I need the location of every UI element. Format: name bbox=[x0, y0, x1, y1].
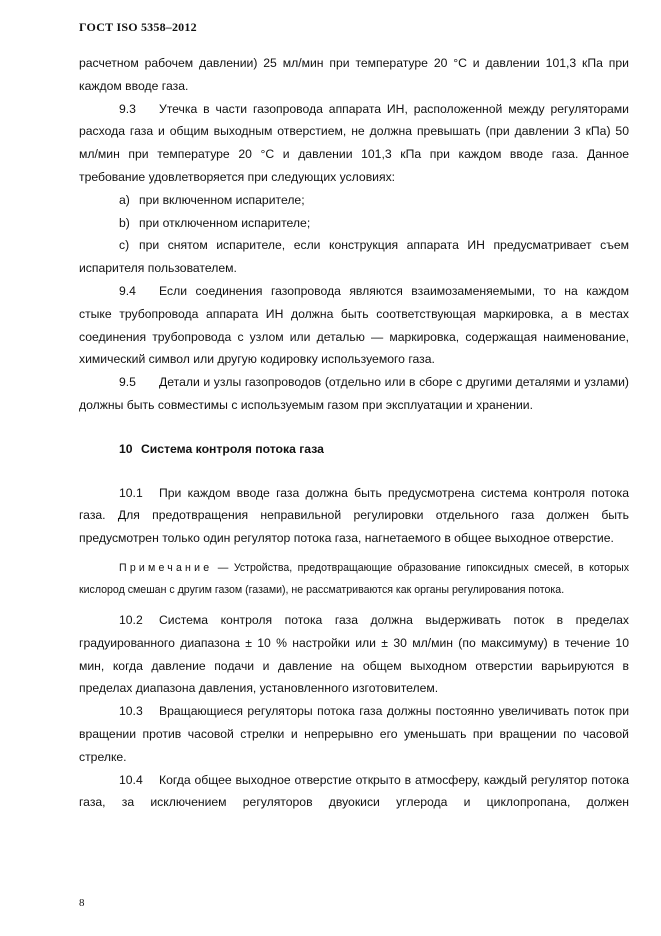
list-item bbox=[79, 212, 629, 235]
continued-paragraph: расчетном рабочем давлении) 25 мл/мин при температуре 20 °С и давлении 101,3 кПа при каждом вводе газа. bbox=[79, 56, 629, 93]
clause-text: Вращающиеся регуляторы потока газа должны постоянно увеличивать поток при вращении против часовой стрелки и непрерывно его уменьшать при вращении по часовой стрелке. bbox=[79, 704, 629, 764]
list-item bbox=[79, 234, 629, 280]
list-marker: c) bbox=[119, 238, 130, 253]
clause-9-4 bbox=[79, 280, 629, 371]
list-text: при включенном испарителе; bbox=[139, 192, 305, 207]
clause-9-5 bbox=[79, 371, 629, 417]
list-marker: b) bbox=[119, 215, 130, 230]
section-number: 10 bbox=[119, 441, 133, 456]
clause-10-1 bbox=[79, 482, 629, 550]
list-text: при снятом испарителе, если конструкция аппарата ИН предусматривает съем испарителя пользователем. bbox=[79, 238, 629, 276]
clause-10-2 bbox=[79, 609, 629, 700]
note-text: — Устройства, предотвращающие образование гипоксидных смесей, в которых кислород смешан с другим газом (газами), не рассматриваются как органы регулирования потока. bbox=[79, 561, 629, 596]
clause-number: 9.5 bbox=[119, 375, 136, 390]
clause-number: 9.4 bbox=[119, 283, 136, 298]
section-heading bbox=[79, 438, 629, 461]
list-item bbox=[79, 189, 629, 212]
clause-text: Система контроля потока газа должна выдерживать поток в пределах градуированного диапазона ± 10 % настройки или ± 30 мл/мин (по максимуму) в течение 10 мин, когда давление подачи и давление на общем выходном отверстии варьируются в пределах диапазона давления, установленного изготовителем. bbox=[79, 612, 629, 696]
clause-text: Если соединения газопровода являются взаимозаменяемыми, то на каждом стыке трубопровода аппарата ИН должна быть соответствующая маркировка, а в местах соединения трубопровода с узлом или деталью — маркировка, содержащая наименование, химический символ или другую кодировку используемого газа. bbox=[79, 283, 629, 367]
note-label: Примечание bbox=[119, 561, 213, 574]
clause-number: 10.4 bbox=[119, 772, 143, 787]
clause-text: Детали и узлы газопроводов (отдельно или в сборе с другими деталями и узлами) должны быть совместимы с используемым газом при эксплуатации и хранении. bbox=[79, 375, 629, 412]
clause-9-3 bbox=[79, 98, 629, 189]
list-marker: a) bbox=[119, 192, 130, 207]
clause-text: Утечка в части газопровода аппарата ИН, расположенной между регуляторами расхода газа и общим выходным отверстием, не должна превышать (при давлении 3 кПа) 50 мл/мин при температуре 20 °С и давлении 101,3 кПа при каждом вводе газа. Данное требование удовлетворяется при следующих условиях: bbox=[79, 101, 629, 184]
list-text: при отключенном испарителе; bbox=[139, 215, 311, 230]
clause-number: 10.1 bbox=[119, 485, 143, 500]
page-number: 8 bbox=[79, 897, 85, 909]
clause-number: 10.3 bbox=[119, 704, 143, 719]
clause-10-3 bbox=[79, 700, 629, 768]
document-header: ГОСТ ISO 5358–2012 bbox=[79, 20, 197, 34]
page-body bbox=[79, 52, 629, 814]
note bbox=[79, 557, 629, 601]
clause-text: Когда общее выходное отверстие открыто в атмосферу, каждый регулятор потока газа, за исключением регуляторов двуокиси углерода и циклопропана, должен bbox=[79, 772, 629, 810]
section-title: Система контроля потока газа bbox=[141, 441, 324, 456]
clause-number: 9.3 bbox=[119, 101, 136, 116]
clause-number: 10.2 bbox=[119, 612, 143, 627]
clause-text: При каждом вводе газа должна быть предусмотрена система контроля потока газа. Для предотвращения неправильной регулировки отдельного газа должен быть предусмотрен только один регулятор потока газа, нагнетаемого в общее выходное отверстие. bbox=[79, 485, 629, 546]
clause-10-4 bbox=[79, 769, 629, 815]
